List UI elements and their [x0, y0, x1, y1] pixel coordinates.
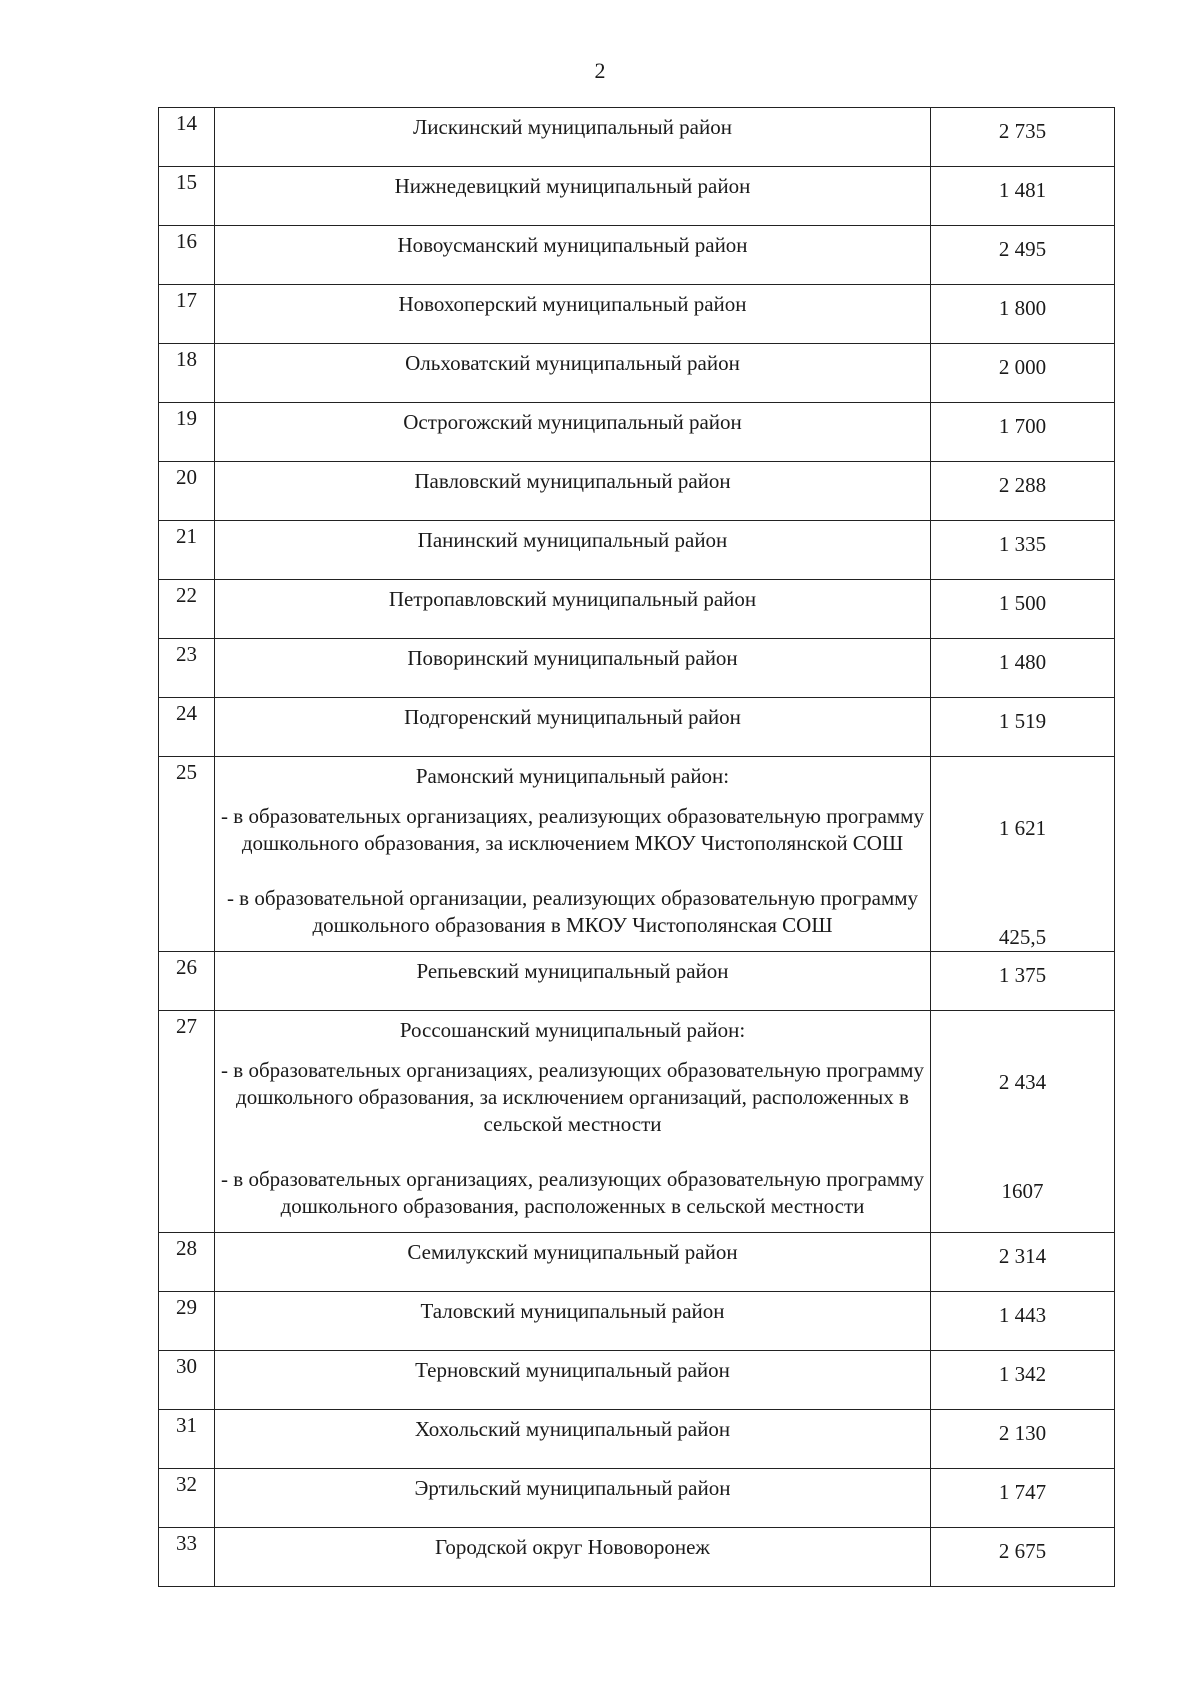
row-value: 1 335: [931, 521, 1115, 580]
table-row: [159, 167, 1115, 226]
row-number: 15: [159, 167, 215, 226]
district-name: Нижнедевицкий муниципальный район: [215, 167, 931, 226]
sub-item-value: 1 621: [998, 816, 1047, 840]
district-name: Городской округ Нововоронеж: [215, 1528, 931, 1587]
table-row: [159, 285, 1115, 344]
row-number: 28: [159, 1233, 215, 1292]
table-row: [159, 108, 1115, 167]
sub-item-text: - в образовательной организации, реализующих образовательную программу дошкольного образования в МКОУ Чистополянская СОШ: [226, 886, 919, 937]
district-name: Семилукский муниципальный район: [215, 1233, 931, 1292]
row-number: 33: [159, 1528, 215, 1587]
district-name: Подгоренский муниципальный район: [215, 698, 931, 757]
district-name: Ольховатский муниципальный район: [215, 344, 931, 403]
district-name: Рамонский муниципальный район:: [415, 764, 730, 788]
sub-item-text: - в образовательных организациях, реализующих образовательную программу дошкольного образования, за исключением организаций, расположенных в сельской местности: [221, 1058, 924, 1136]
table-row: [159, 1410, 1115, 1469]
row-number: 22: [159, 580, 215, 639]
row-value: 1 443: [931, 1292, 1115, 1351]
table-row: [159, 521, 1115, 580]
district-cell: [215, 1011, 931, 1233]
allocation-table-container: [158, 107, 1114, 1587]
district-name: Панинский муниципальный район: [215, 521, 931, 580]
row-value: 2 130: [931, 1410, 1115, 1469]
row-number: 31: [159, 1410, 215, 1469]
row-value: 1 747: [931, 1469, 1115, 1528]
district-name: Терновский муниципальный район: [215, 1351, 931, 1410]
table-row: [159, 639, 1115, 698]
sub-item-text: - в образовательных организациях, реализующих образовательную программу дошкольного образования, за исключением МКОУ Чистополянской СОШ: [221, 804, 924, 855]
row-number: 25: [159, 757, 215, 952]
row-number: 23: [159, 639, 215, 698]
table-row: [159, 580, 1115, 639]
row-number: 16: [159, 226, 215, 285]
row-value: 2 735: [931, 108, 1115, 167]
row-value: 1 700: [931, 403, 1115, 462]
district-name: Поворинский муниципальный район: [215, 639, 931, 698]
row-number: 24: [159, 698, 215, 757]
row-number: 14: [159, 108, 215, 167]
table-row: [159, 1351, 1115, 1410]
table-row: [159, 1233, 1115, 1292]
row-number: 27: [159, 1011, 215, 1233]
row-value: 1 342: [931, 1351, 1115, 1410]
row-number: 20: [159, 462, 215, 521]
row-number: 17: [159, 285, 215, 344]
district-name: Россошанский муниципальный район:: [399, 1018, 746, 1042]
table-row: [159, 344, 1115, 403]
row-value: 1 375: [931, 952, 1115, 1011]
row-number: 26: [159, 952, 215, 1011]
sub-item-value: 1607: [1001, 1179, 1044, 1203]
district-name: Репьевский муниципальный район: [215, 952, 931, 1011]
row-number: 29: [159, 1292, 215, 1351]
sub-item-value: 425,5: [998, 925, 1047, 949]
row-value: 2 314: [931, 1233, 1115, 1292]
row-value: 2 000: [931, 344, 1115, 403]
table-row-compound: [159, 757, 1115, 952]
allocation-table: [158, 107, 1115, 1587]
table-row: [159, 1528, 1115, 1587]
row-number: 30: [159, 1351, 215, 1410]
sub-item-text: - в образовательных организациях, реализующих образовательную программу дошкольного образования, расположенных в сельской местности: [221, 1167, 924, 1218]
district-name: Новохоперский муниципальный район: [215, 285, 931, 344]
row-value: 2 495: [931, 226, 1115, 285]
value-cell: [931, 1011, 1115, 1233]
row-number: 18: [159, 344, 215, 403]
district-name: Хохольский муниципальный район: [215, 1410, 931, 1469]
row-number: 19: [159, 403, 215, 462]
row-value: 1 500: [931, 580, 1115, 639]
table-row-compound: [159, 1011, 1115, 1233]
table-row: [159, 226, 1115, 285]
table-row: [159, 1469, 1115, 1528]
district-name: Острогожский муниципальный район: [215, 403, 931, 462]
row-value: 1 480: [931, 639, 1115, 698]
district-name: Эртильский муниципальный район: [215, 1469, 931, 1528]
sub-item-value: 2 434: [998, 1070, 1047, 1094]
district-name: Таловский муниципальный район: [215, 1292, 931, 1351]
table-row: [159, 698, 1115, 757]
page-number: 2: [594, 58, 606, 83]
table-row: [159, 403, 1115, 462]
row-number: 21: [159, 521, 215, 580]
row-value: 1 519: [931, 698, 1115, 757]
table-row: [159, 462, 1115, 521]
district-name: Новоусманский муниципальный район: [215, 226, 931, 285]
district-name: Павловский муниципальный район: [215, 462, 931, 521]
row-value: 2 288: [931, 462, 1115, 521]
district-cell: [215, 757, 931, 952]
row-value: 1 800: [931, 285, 1115, 344]
table-row: [159, 1292, 1115, 1351]
district-name: Лискинский муниципальный район: [215, 108, 931, 167]
row-value: 1 481: [931, 167, 1115, 226]
value-cell: [931, 757, 1115, 952]
table-row: [159, 952, 1115, 1011]
row-value: 2 675: [931, 1528, 1115, 1587]
district-name: Петропавловский муниципальный район: [215, 580, 931, 639]
row-number: 32: [159, 1469, 215, 1528]
